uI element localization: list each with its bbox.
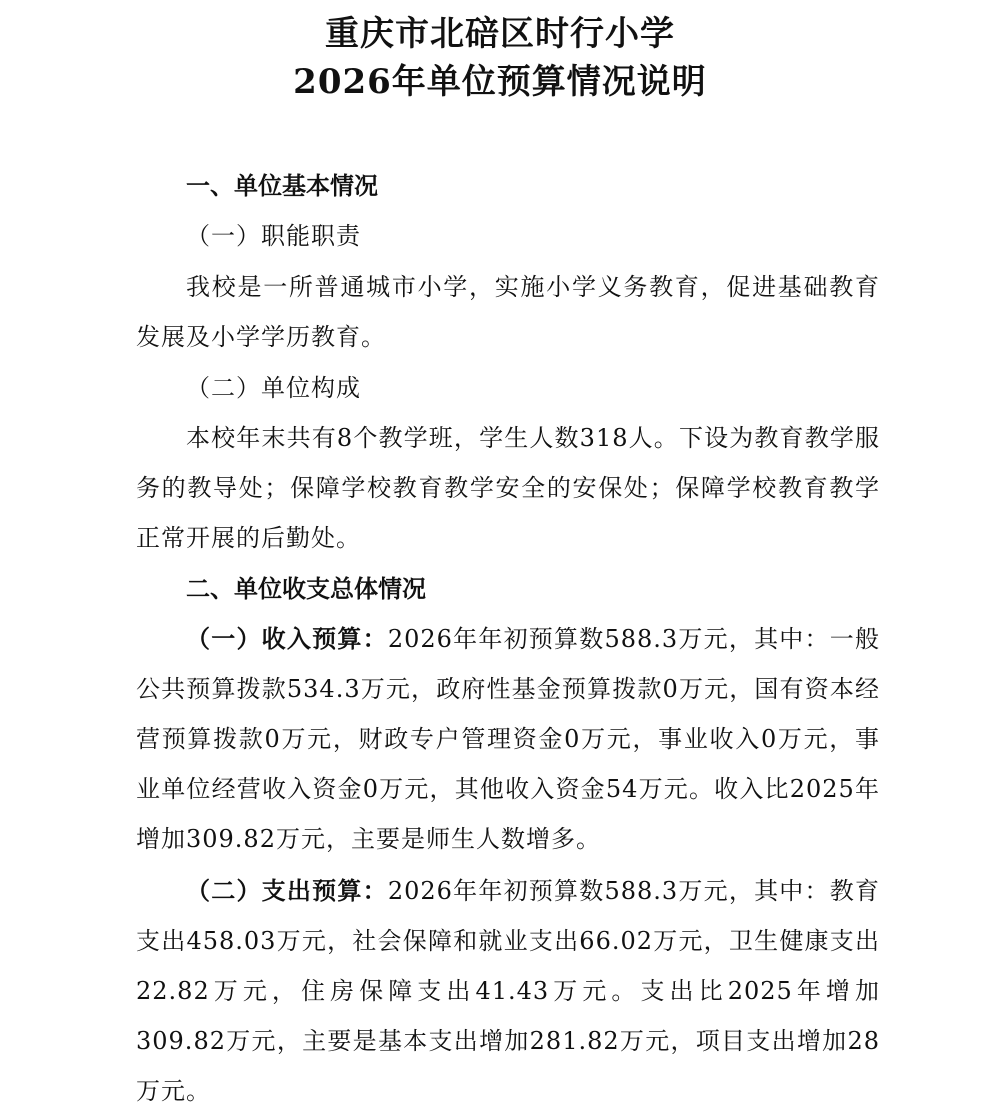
document-title-line1: 重庆市北碚区时行小学 — [325, 14, 675, 54]
section1-sub1-heading: （一）职能职责 — [186, 222, 361, 250]
section1-sub1-text: 我校是一所普通城市小学，实施小学义务教育，促进基础教育发展及小学学历教育。 — [136, 273, 880, 351]
section1-sub2-heading: （二）单位构成 — [186, 374, 361, 402]
income-budget-text: 2026年年初预算数588.3万元，其中：一般公共预算拨款534.3万元，政府性基金预算拨款0万元，国有资本经营预算拨款0万元，财政专户管理资金0万元，事业收入0万元，事业单位经营收入资金0万元，其他收入资金54万元。收入比2025年增加309.82万元，主要是师生人数增多。 — [136, 625, 880, 853]
expense-budget-label: （二）支出预算： — [186, 876, 388, 905]
income-budget-label: （一）收入预算： — [186, 624, 388, 653]
expense-budget-paragraph — [136, 866, 880, 1116]
income-budget-paragraph — [136, 614, 880, 864]
section2-heading: 二、单位收支总体情况 — [186, 575, 426, 603]
document-title-line2: 2026年单位预算情况说明 — [293, 62, 707, 102]
expense-budget-text: 2026年年初预算数588.3万元，其中：教育支出458.03万元，社会保障和就业支出66.02万元，卫生健康支出22.82万元，住房保障支出41.43万元。支出比2025年增加309.82万元，主要是基本支出增加281.82万元，项目支出增加28万元。 — [136, 877, 880, 1105]
section1-sub2-text: 本校年末共有8个教学班，学生人数318人。下设为教育教学服务的教导处；保障学校教育教学安全的安保处；保障学校教育教学正常开展的后勤处。 — [136, 424, 880, 552]
section1-heading: 一、单位基本情况 — [186, 172, 378, 200]
